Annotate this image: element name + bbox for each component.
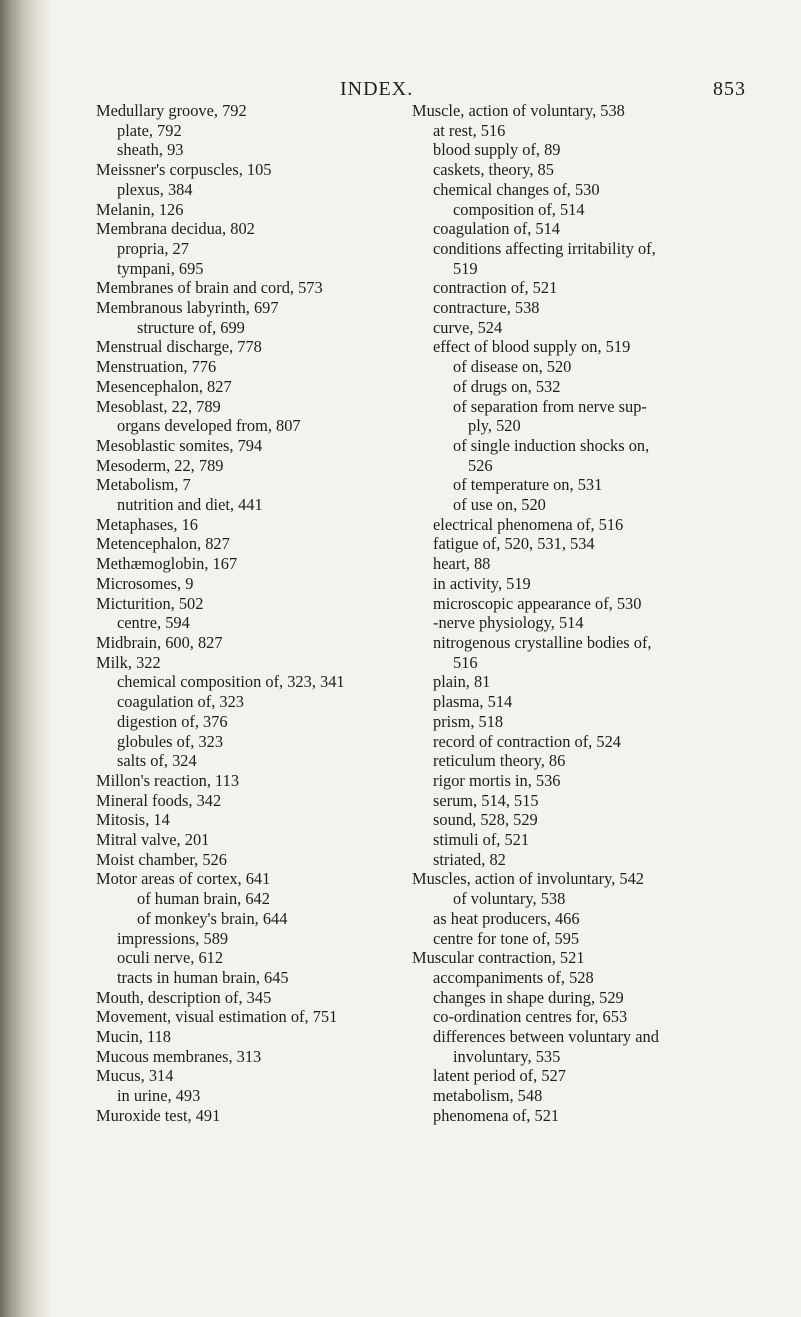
- index-entry: serum, 514, 515: [433, 790, 539, 810]
- index-entry: Mucin, 118: [96, 1027, 171, 1047]
- index-entry: Muscles, action of involuntary, 542: [412, 869, 645, 889]
- page-number: 853: [713, 78, 746, 100]
- index-entry: of human brain, 642: [137, 889, 270, 909]
- index-entry: latent period of, 527: [433, 1066, 566, 1086]
- index-entry: nitrogenous crystalline bodies of,: [433, 632, 652, 652]
- index-entry: fatigue of, 520, 531, 534: [433, 534, 595, 554]
- index-entry: Menstruation, 776: [96, 357, 217, 377]
- index-entry: of monkey's brain, 644: [137, 908, 288, 928]
- index-entry: Moist chamber, 526: [96, 849, 227, 869]
- index-entry: blood supply of, 89: [433, 140, 561, 160]
- index-entry: reticulum theory, 86: [433, 751, 566, 771]
- index-entry: coagulation of, 514: [433, 219, 560, 239]
- index-entry: heart, 88: [433, 554, 491, 574]
- index-entry: sound, 528, 529: [433, 810, 538, 830]
- index-entry: in urine, 493: [117, 1086, 201, 1106]
- index-entry: Membrana decidua, 802: [96, 219, 255, 239]
- index-entry: propria, 27: [117, 238, 189, 258]
- index-entry: Melanin, 126: [96, 199, 184, 219]
- index-entry: of voluntary, 538: [453, 889, 566, 909]
- index-entry: electrical phenomena of, 516: [433, 514, 624, 534]
- index-entry: impressions, 589: [117, 928, 229, 948]
- index-entry: at rest, 516: [433, 120, 506, 140]
- index-entry: stimuli of, 521: [433, 830, 530, 850]
- index-entry: tympani, 695: [117, 258, 204, 278]
- index-entry: Mineral foods, 342: [96, 790, 222, 810]
- index-entry: prism, 518: [433, 711, 504, 731]
- index-entry: Micturition, 502: [96, 593, 204, 613]
- index-entry: involuntary, 535: [453, 1046, 561, 1066]
- index-entry: Mitral valve, 201: [96, 830, 210, 850]
- index-entry: Mesoderm, 22, 789: [96, 455, 224, 475]
- index-entry: salts of, 324: [117, 751, 197, 771]
- index-entry: of drugs on, 532: [453, 376, 561, 396]
- index-entry: organs developed from, 807: [117, 416, 301, 436]
- index-entry: plain, 81: [433, 672, 491, 692]
- index-entry: record of contraction of, 524: [433, 731, 621, 751]
- index-entry: digestion of, 376: [117, 711, 228, 731]
- index-entry: chemical changes of, 530: [433, 179, 600, 199]
- index-entry: Motor areas of cortex, 641: [96, 869, 271, 889]
- index-entry: contraction of, 521: [433, 278, 558, 298]
- index-entry: effect of blood supply on, 519: [433, 337, 631, 357]
- index-entry: chemical composition of, 323, 341: [117, 672, 345, 692]
- index-entry: Millon's reaction, 113: [96, 770, 240, 790]
- index-entry: structure of, 699: [137, 317, 245, 337]
- page-header: [0, 78, 801, 102]
- index-entry: Mouth, description of, 345: [96, 987, 272, 1007]
- index-entry: rigor mortis in, 536: [433, 770, 561, 790]
- index-entry: 526: [468, 455, 493, 475]
- index-entry: Medullary groove, 792: [96, 101, 247, 120]
- index-entry: Muscle, action of voluntary, 538: [412, 101, 625, 120]
- index-entry: conditions affecting irritability of,: [433, 238, 656, 258]
- index-entry: 516: [453, 652, 478, 672]
- index-entry: centre, 594: [117, 613, 190, 633]
- index-entry: accompaniments of, 528: [433, 967, 594, 987]
- index-entry: Menstrual discharge, 778: [96, 337, 262, 357]
- index-entry: Metabolism, 7: [96, 475, 191, 495]
- index-entry: Mitosis, 14: [96, 810, 170, 830]
- index-entry: differences between voluntary and: [433, 1027, 659, 1047]
- index-entry: Milk, 322: [96, 652, 161, 672]
- index-column-left: [96, 101, 436, 1126]
- index-entry: of single induction shocks on,: [453, 435, 650, 455]
- index-entry: of separation from nerve sup-: [453, 396, 647, 416]
- index-entry: ply, 520: [468, 416, 521, 436]
- index-entry: sheath, 93: [117, 140, 184, 160]
- index-entry: Meissner's corpuscles, 105: [96, 160, 272, 180]
- index-entry: Microsomes, 9: [96, 573, 194, 593]
- index-entry: -nerve physiology, 514: [433, 613, 584, 633]
- index-entry: plexus, 384: [117, 179, 193, 199]
- index-entry: Membranes of brain and cord, 573: [96, 278, 323, 298]
- index-entry: Metencephalon, 827: [96, 534, 230, 554]
- index-entry: Midbrain, 600, 827: [96, 632, 223, 652]
- index-entry: composition of, 514: [453, 199, 585, 219]
- index-entry: changes in shape during, 529: [433, 987, 624, 1007]
- index-entry: coagulation of, 323: [117, 692, 244, 712]
- index-column-right: [412, 101, 747, 1126]
- index-entry: globules of, 323: [117, 731, 224, 751]
- index-entry: Membranous labyrinth, 697: [96, 298, 279, 318]
- index-entry: contracture, 538: [433, 298, 540, 318]
- index-entry: Mucous membranes, 313: [96, 1046, 262, 1066]
- index-entry: Mesoblastic somites, 794: [96, 435, 263, 455]
- index-entry: caskets, theory, 85: [433, 160, 554, 180]
- index-entry: Mesoblast, 22, 789: [96, 396, 221, 416]
- index-entry: nutrition and diet, 441: [117, 495, 263, 515]
- index-entry: plate, 792: [117, 120, 182, 140]
- index-entry: 519: [453, 258, 478, 278]
- index-entry: Movement, visual estimation of, 751: [96, 1007, 338, 1027]
- index-entry: metabolism, 548: [433, 1086, 543, 1106]
- index-entry: of disease on, 520: [453, 357, 572, 377]
- index-entry: Metaphases, 16: [96, 514, 198, 534]
- index-entry: phenomena of, 521: [433, 1105, 560, 1125]
- index-entry: of use on, 520: [453, 495, 546, 515]
- index-entry: in activity, 519: [433, 573, 531, 593]
- index-entry: Methæmoglobin, 167: [96, 554, 238, 574]
- index-entry: plasma, 514: [433, 692, 513, 712]
- index-entry: curve, 524: [433, 317, 503, 337]
- index-entry: as heat producers, 466: [433, 908, 580, 928]
- index-entry: tracts in human brain, 645: [117, 967, 289, 987]
- index-entry: microscopic appearance of, 530: [433, 593, 642, 613]
- index-entry: of temperature on, 531: [453, 475, 603, 495]
- index-entry: Mucus, 314: [96, 1066, 174, 1086]
- book-binding-shadow: [0, 0, 52, 1317]
- index-entry: centre for tone of, 595: [433, 928, 580, 948]
- index-entry: oculi nerve, 612: [117, 948, 224, 968]
- index-entry: co-ordination centres for, 653: [433, 1007, 628, 1027]
- index-entry: striated, 82: [433, 849, 506, 869]
- running-title: INDEX.: [340, 78, 414, 100]
- index-entry: Muroxide test, 491: [96, 1105, 221, 1125]
- index-entry: Muscular contraction, 521: [412, 948, 585, 968]
- index-entry: Mesencephalon, 827: [96, 376, 232, 396]
